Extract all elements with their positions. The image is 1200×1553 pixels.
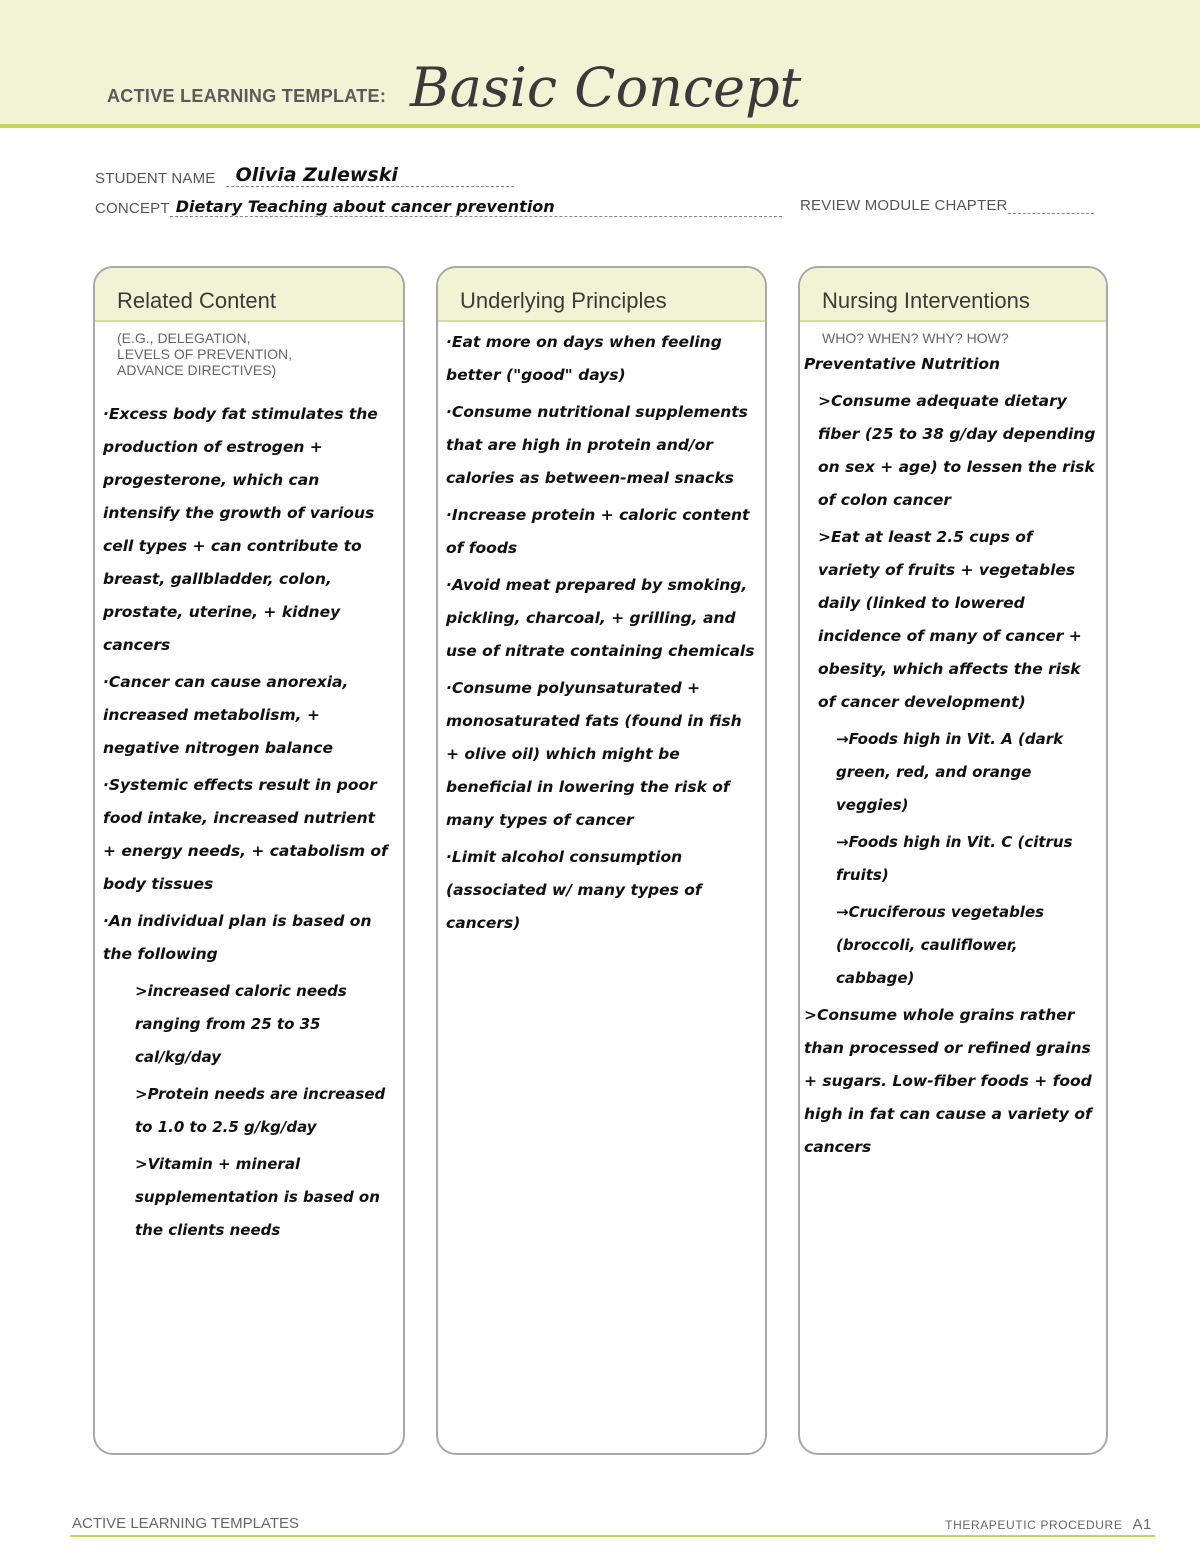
template-label: ACTIVE LEARNING TEMPLATE:: [107, 86, 387, 106]
note-item: >increased caloric needs ranging from 25 to 35 cal/kg/day: [135, 982, 347, 1066]
student-name-label: STUDENT NAME: [95, 170, 216, 187]
note-item: ·Avoid meat prepared by smoking, pickling, charcoal, + grilling, and use of nitrate containing chemicals: [446, 576, 755, 660]
note-item: >Protein needs are increased to 1.0 to 2.5 g/kg/day: [135, 1085, 386, 1136]
review-module-field[interactable]: [1008, 198, 1094, 214]
footer-left-label: ACTIVE LEARNING TEMPLATES: [72, 1515, 299, 1532]
concept-field[interactable]: [170, 197, 782, 217]
note-item: >Eat at least 2.5 cups of variety of fruits + vegetables daily (linked to lowered incidence of many of cancer + obesity, which affects the risk of cancer development): [818, 528, 1082, 711]
note-item: >Consume whole grains rather than processed or refined grains + sugars. Low-fiber foods + food high in fat can cause a variety of cancers: [804, 1006, 1092, 1156]
note-item: →Cruciferous vegetables (broccoli, cauliflower, cabbage): [836, 903, 1045, 987]
note-item: →Foods high in Vit. C (citrus fruits): [836, 833, 1073, 884]
related-content-subtitle: (E.G., DELEGATION, LEVELS OF PREVENTION, ADVANCE DIRECTIVES): [117, 330, 293, 378]
note-item: ·Eat more on days when feeling better ("good" days): [446, 333, 722, 384]
note-item: ·Cancer can cause anorexia, increased metabolism, + negative nitrogen balance: [103, 673, 349, 757]
related-content-notes[interactable]: [95, 378, 403, 1247]
related-content-panel: [93, 266, 405, 1455]
page-code: A1: [1132, 1516, 1152, 1533]
note-item: >Consume adequate dietary fiber (25 to 38 g/day depending on sex + age) to lessen the risk of colon cancer: [818, 392, 1096, 509]
note-item: ·Systemic effects result in poor food intake, increased nutrient + energy needs, + catabolism of body tissues: [103, 776, 388, 893]
related-content-title: Related Content: [95, 268, 403, 322]
review-module-row: [800, 197, 1094, 214]
concept-value: Dietary Teaching about cancer prevention: [175, 197, 555, 216]
nursing-interventions-panel: [798, 266, 1108, 1455]
nursing-interventions-subtitle: WHO? WHEN? WHY? HOW?: [822, 330, 1009, 346]
student-name-field[interactable]: [226, 164, 514, 187]
note-item: →Foods high in Vit. A (dark green, red, and orange veggies): [836, 730, 1064, 814]
student-name-row: [95, 164, 514, 187]
note-item: Preventative Nutrition: [804, 355, 1001, 373]
footer-right: [945, 1516, 1152, 1533]
review-module-label: REVIEW MODULE CHAPTER: [800, 197, 1008, 214]
footer-rule: [70, 1535, 1155, 1537]
underlying-principles-panel: [436, 266, 767, 1455]
concept-label: CONCEPT: [95, 200, 170, 217]
template-title: Basic Concept: [410, 56, 802, 119]
note-item: ·Consume nutritional supplements that are high in protein and/or calories as between-meal snacks: [446, 403, 748, 487]
header-rule: [0, 124, 1200, 128]
underlying-principles-notes[interactable]: [438, 322, 765, 940]
note-item: ·Limit alcohol consumption (associated w/ many types of cancers): [446, 848, 702, 932]
note-item: ·Excess body fat stimulates the production of estrogen + progesterone, which can intensify the growth of various cell types + can contribute to breast, gallbladder, colon, prostate, uterine, + kidney cancers: [103, 405, 378, 654]
note-item: ·Increase protein + caloric content of foods: [446, 506, 750, 557]
note-item: ·An individual plan is based on the following: [103, 912, 372, 963]
footer-right-label: THERAPEUTIC PROCEDURE: [945, 1518, 1123, 1532]
student-name-value: Olivia Zulewski: [235, 164, 398, 186]
underlying-principles-title: Underlying Principles: [438, 268, 765, 322]
nursing-interventions-notes[interactable]: [800, 346, 1106, 1164]
note-item: >Vitamin + mineral supplementation is based on the clients needs: [135, 1155, 380, 1239]
concept-row: [95, 197, 782, 217]
note-item: ·Consume polyunsaturated + monosaturated fats (found in fish + olive oil) which might be beneficial in lowering the risk of many types of cancer: [446, 679, 742, 829]
nursing-interventions-title: Nursing Interventions: [800, 268, 1106, 322]
